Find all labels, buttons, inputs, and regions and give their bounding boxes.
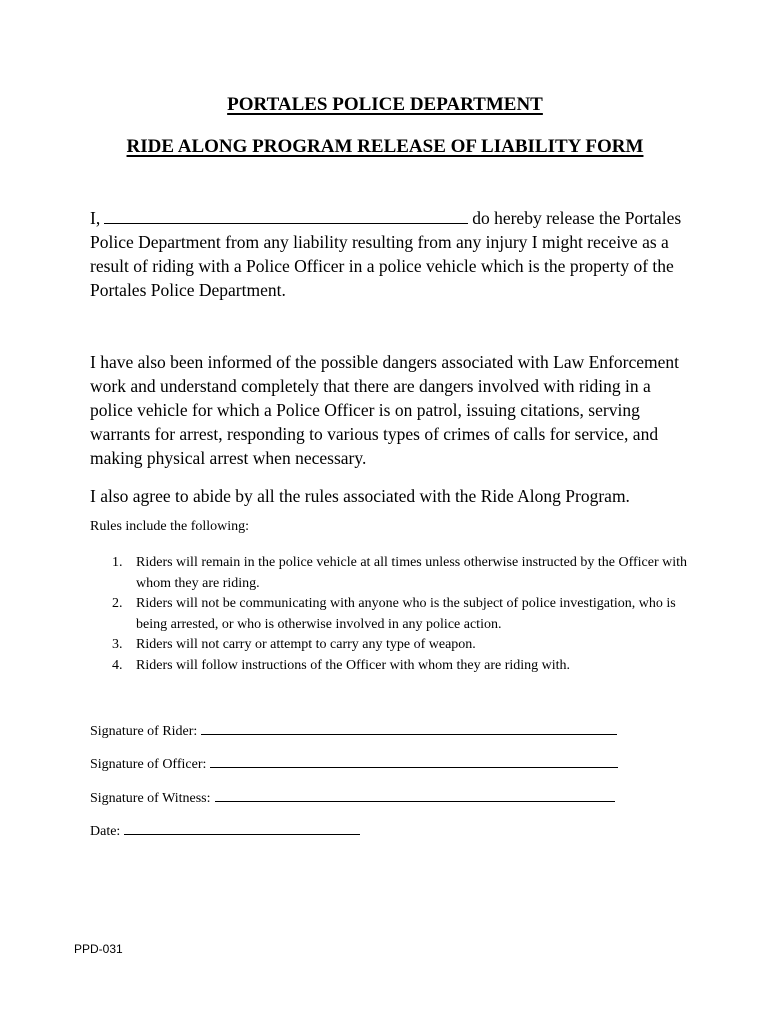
witness-signature-field[interactable] <box>215 789 615 802</box>
dangers-paragraph: I have also been informed of the possible dangers associated with Law Enforcement work and understand completely that there are dangers involved with riding in a police vehicle for which a Police Officer is on patrol, issuing citations, serving warrants for arrest, responding to various types of crimes of calls for service, and making physical arrest when necessary. <box>90 352 679 468</box>
name-blank-field[interactable] <box>104 209 468 224</box>
officer-signature-row <box>90 755 618 773</box>
release-prefix: I, <box>90 208 101 228</box>
rule-item <box>112 553 692 594</box>
rule-text: Riders will remain in the police vehicle at all times unless otherwise instructed by the Officer with whom they are riding. <box>136 555 688 591</box>
date-label: Date: <box>90 824 121 839</box>
date-field[interactable] <box>124 822 360 835</box>
rule-number: 2. <box>112 596 123 611</box>
rule-item <box>112 656 692 677</box>
rule-item <box>112 635 692 656</box>
rule-number: 1. <box>112 555 123 570</box>
release-paragraph <box>90 206 690 302</box>
rule-item <box>112 594 692 635</box>
date-row <box>90 822 360 840</box>
rules-intro: Rules include the following: <box>90 519 250 534</box>
rules-list <box>112 553 692 676</box>
department-title: PORTALES POLICE DEPARTMENT <box>227 94 543 115</box>
rule-text: Riders will follow instructions of the Officer with whom they are riding with. <box>136 657 571 673</box>
form-code: PPD-031 <box>74 942 123 956</box>
rider-signature-row <box>90 722 617 740</box>
release-text: do hereby release the Portales Police Department from any liability resulting from any injury I might receive as a result of riding with a Police Officer in a police vehicle which is the property of the Portales Police Department. <box>90 208 682 300</box>
rule-number: 3. <box>112 637 123 652</box>
rule-text: Riders will not be communicating with anyone who is the subject of police investigation, who is being arrested, or who is otherwise involved in any police action. <box>136 596 676 632</box>
witness-signature-row <box>90 789 615 807</box>
officer-signature-field[interactable] <box>210 755 618 768</box>
officer-signature-label: Signature of Officer: <box>90 757 207 772</box>
form-title: RIDE ALONG PROGRAM RELEASE OF LIABILITY FORM <box>126 136 644 157</box>
rider-signature-label: Signature of Rider: <box>90 724 198 739</box>
witness-signature-label: Signature of Witness: <box>90 791 211 806</box>
rule-number: 4. <box>112 657 123 673</box>
rider-signature-field[interactable] <box>201 722 617 735</box>
agree-paragraph: I also agree to abide by all the rules associated with the Ride Along Program. <box>90 486 630 506</box>
rule-text: Riders will not carry or attempt to carry any type of weapon. <box>136 637 476 652</box>
